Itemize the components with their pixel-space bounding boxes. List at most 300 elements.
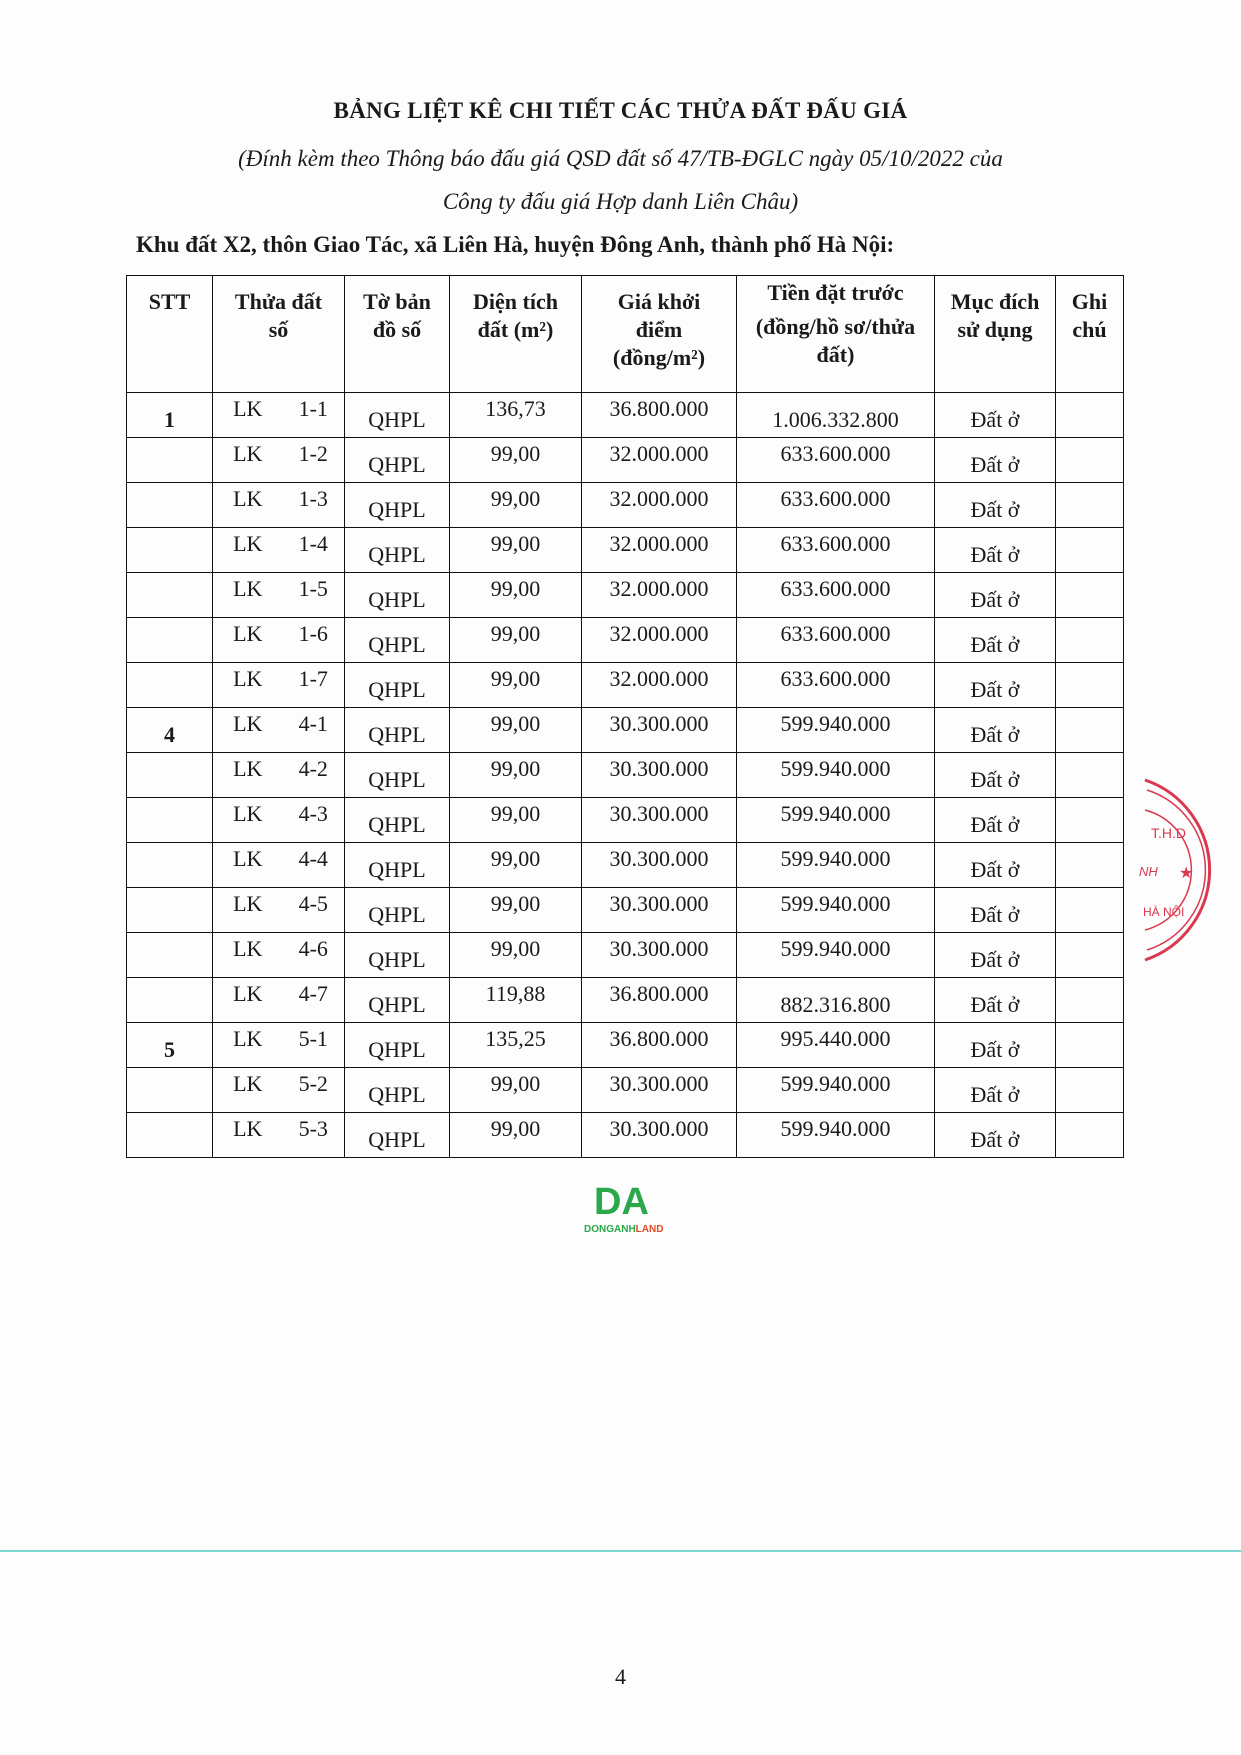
header-deposit-line2: (đồng/hồ sơ/thửa đất) [755,314,916,367]
cell-block [213,753,283,798]
cell-area [450,978,582,1023]
cell-stt [127,1113,213,1158]
cell-map-sheet [345,528,450,573]
header-deposit [737,276,935,393]
cell-stt [127,393,213,438]
cell-stt [127,1023,213,1068]
cell-purpose [935,933,1056,978]
cell-purpose [935,1068,1056,1113]
cell-deposit [737,618,935,663]
cell-lot [283,798,345,843]
cell-lot-text: 5-1 [298,1026,328,1051]
document-title: BẢNG LIỆT KÊ CHI TIẾT CÁC THỬA ĐẤT ĐẤU GIÁ [333,98,908,123]
cell-block-text: LK [233,936,263,961]
cell-start-price [582,1113,737,1158]
cell-block-text: LK [233,1116,263,1141]
table-row [127,933,1124,978]
cell-block [213,798,283,843]
cell-map-sheet [345,618,450,663]
cell-map-sheet-text: QHPL [368,947,426,972]
cell-area-text: 99,00 [490,441,541,466]
cell-note [1056,708,1124,753]
table-row [127,663,1124,708]
cell-area-text: 99,00 [490,936,541,961]
cell-lot-text: 1-4 [298,531,328,556]
cell-start-price-text: 32.000.000 [609,621,709,646]
cell-purpose-text: Đất ở [970,632,1020,657]
cell-area [450,618,582,663]
cell-block [213,618,283,663]
cell-lot [283,483,345,528]
table-row [127,708,1124,753]
cell-deposit [737,798,935,843]
cell-purpose [935,528,1056,573]
cell-lot [283,1068,345,1113]
cell-area-text: 99,00 [490,1116,541,1141]
cell-lot-text: 4-1 [298,711,328,736]
table-row [127,528,1124,573]
cell-stt [127,528,213,573]
table-row [127,888,1124,933]
cell-start-price-text: 32.000.000 [609,576,709,601]
cell-purpose-text: Đất ở [970,1127,1020,1152]
cell-lot-text: 4-4 [298,846,328,871]
cell-start-price-text: 32.000.000 [609,666,709,691]
cell-purpose [935,573,1056,618]
cell-stt [127,618,213,663]
cell-block [213,933,283,978]
cell-area-text: 99,00 [490,756,541,781]
cell-note [1056,618,1124,663]
cell-area [450,753,582,798]
cell-map-sheet [345,1023,450,1068]
table-row [127,978,1124,1023]
cell-lot-text: 4-3 [298,801,328,826]
cell-block [213,978,283,1023]
cell-area-text: 99,00 [490,891,541,916]
cell-lot-text: 1-7 [298,666,328,691]
cell-map-sheet [345,753,450,798]
cell-lot-text: 1-2 [298,441,328,466]
cell-area-text: 99,00 [490,621,541,646]
header-start-price: Giá khởi điểm (đồng/m²) [582,276,737,393]
cell-note [1056,528,1124,573]
svg-text:HÀ NỘI: HÀ NỘI [1143,905,1185,919]
cell-stt [127,663,213,708]
cell-area-text: 99,00 [490,666,541,691]
cell-start-price-text: 36.800.000 [609,1026,709,1051]
cell-deposit-text: 599.940.000 [780,1071,891,1096]
cell-start-price [582,753,737,798]
cell-area-text: 135,25 [485,1026,546,1051]
cell-area-text: 119,88 [485,981,546,1006]
header-note: Ghi chú [1056,276,1124,393]
cell-start-price [582,978,737,1023]
table-row [127,393,1124,438]
cell-start-price [582,1068,737,1113]
land-lot-table [126,275,1124,1158]
table-header-row [127,276,1124,393]
cell-deposit-text: 599.940.000 [780,891,891,916]
cell-purpose-text: Đất ở [970,497,1020,522]
cell-note [1056,888,1124,933]
cell-start-price [582,933,737,978]
cell-lot-text: 4-2 [298,756,328,781]
cell-area [450,888,582,933]
cell-note [1056,1113,1124,1158]
cell-deposit-text: 633.600.000 [780,576,891,601]
cell-lot-text: 1-3 [298,486,328,511]
scan-edge-line [0,1550,1241,1552]
cell-area [450,528,582,573]
cell-start-price-text: 32.000.000 [609,441,709,466]
cell-deposit [737,393,935,438]
cell-start-price-text: 30.300.000 [609,756,709,781]
cell-lot [283,663,345,708]
cell-area-text: 99,00 [490,486,541,511]
cell-purpose-text: Đất ở [970,542,1020,567]
header-deposit-line1: Tiền đặt trước [767,280,904,305]
cell-stt [127,483,213,528]
cell-map-sheet-text: QHPL [368,767,426,792]
cell-map-sheet-text: QHPL [368,1127,426,1152]
table-row [127,573,1124,618]
cell-purpose [935,753,1056,798]
cell-block [213,438,283,483]
cell-note [1056,753,1124,798]
cell-block-text: LK [233,846,263,871]
cell-stt-text: 5 [164,1037,175,1062]
cell-stt [127,843,213,888]
cell-deposit-text: 633.600.000 [780,441,891,466]
cell-lot [283,573,345,618]
header-stt: STT [127,276,213,393]
cell-purpose-text: Đất ở [970,452,1020,477]
cell-map-sheet-text: QHPL [368,497,426,522]
cell-deposit-text: 599.940.000 [780,936,891,961]
cell-deposit [737,978,935,1023]
cell-start-price [582,618,737,663]
cell-purpose-text: Đất ở [970,1037,1020,1062]
cell-note [1056,663,1124,708]
cell-note [1056,1068,1124,1113]
cell-area [450,1068,582,1113]
cell-note [1056,978,1124,1023]
cell-deposit-text: 633.600.000 [780,621,891,646]
cell-map-sheet-text: QHPL [368,542,426,567]
cell-block-text: LK [233,711,263,736]
cell-note [1056,393,1124,438]
cell-deposit-text: 599.940.000 [780,1116,891,1141]
cell-purpose-text: Đất ở [970,722,1020,747]
cell-lot [283,933,345,978]
cell-lot [283,618,345,663]
cell-area [450,843,582,888]
svg-text:T.H.D: T.H.D [1151,825,1186,841]
cell-map-sheet [345,933,450,978]
cell-stt [127,1068,213,1113]
cell-map-sheet-text: QHPL [368,812,426,837]
page-number: 4 [615,1664,626,1689]
cell-purpose-text: Đất ở [970,857,1020,882]
cell-start-price-text: 30.300.000 [609,1116,709,1141]
cell-lot-text: 4-5 [298,891,328,916]
cell-deposit [737,1068,935,1113]
cell-deposit-text: 599.940.000 [780,801,891,826]
table-row [127,843,1124,888]
table-row [127,618,1124,663]
cell-purpose [935,1023,1056,1068]
cell-stt [127,708,213,753]
cell-lot [283,978,345,1023]
cell-area [450,708,582,753]
cell-start-price [582,573,737,618]
cell-start-price-text: 30.300.000 [609,846,709,871]
cell-start-price [582,528,737,573]
cell-start-price-text: 30.300.000 [609,1071,709,1096]
table-row [127,1023,1124,1068]
cell-lot-text: 1-5 [298,576,328,601]
cell-deposit-text: 633.600.000 [780,666,891,691]
cell-area [450,1023,582,1068]
cell-deposit-text: 599.940.000 [780,846,891,871]
cell-lot [283,708,345,753]
svg-text:DONGANHLAND: DONGANHLAND [584,1224,664,1235]
cell-stt [127,978,213,1023]
cell-lot [283,1113,345,1158]
cell-area-text: 99,00 [490,1071,541,1096]
cell-area-text: 136,73 [485,396,546,421]
cell-purpose-text: Đất ở [970,407,1020,432]
cell-lot [283,888,345,933]
cell-lot [283,393,345,438]
cell-block-text: LK [233,1071,263,1096]
cell-area-text: 99,00 [490,531,541,556]
cell-lot-text: 1-6 [298,621,328,646]
cell-map-sheet-text: QHPL [368,587,426,612]
cell-deposit [737,933,935,978]
cell-purpose [935,888,1056,933]
cell-area [450,438,582,483]
cell-lot-text: 4-6 [298,936,328,961]
cell-stt [127,888,213,933]
cell-map-sheet-text: QHPL [368,452,426,477]
cell-map-sheet [345,1113,450,1158]
header-area: Diện tích đất (m²) [450,276,582,393]
cell-purpose [935,843,1056,888]
cell-start-price-text: 30.300.000 [609,891,709,916]
cell-deposit [737,663,935,708]
cell-start-price-text: 30.300.000 [609,711,709,736]
cell-stt [127,753,213,798]
cell-purpose [935,663,1056,708]
cell-deposit [737,573,935,618]
cell-block [213,393,283,438]
cell-block-text: LK [233,981,263,1006]
cell-start-price [582,888,737,933]
cell-block-text: LK [233,1026,263,1051]
cell-start-price [582,708,737,753]
cell-deposit-text: 599.940.000 [780,756,891,781]
cell-lot-text: 5-3 [298,1116,328,1141]
cell-deposit-text: 599.940.000 [780,711,891,736]
table-row [127,753,1124,798]
table-row [127,1113,1124,1158]
cell-block-text: LK [233,621,263,646]
cell-stt [127,438,213,483]
location-heading: Khu đất X2, thôn Giao Tác, xã Liên Hà, huyện Đông Anh, thành phố Hà Nội: [136,232,895,257]
cell-area-text: 99,00 [490,576,541,601]
cell-map-sheet [345,663,450,708]
cell-deposit [737,753,935,798]
cell-note [1056,843,1124,888]
cell-deposit [737,1113,935,1158]
cell-deposit-text: 995.440.000 [780,1026,891,1051]
table-row [127,438,1124,483]
cell-map-sheet-text: QHPL [368,722,426,747]
cell-start-price-text: 36.800.000 [609,396,709,421]
cell-block-text: LK [233,801,263,826]
cell-area [450,663,582,708]
cell-area-text: 99,00 [490,711,541,736]
cell-block [213,528,283,573]
cell-map-sheet [345,438,450,483]
cell-block-text: LK [233,396,263,421]
cell-map-sheet-text: QHPL [368,632,426,657]
cell-map-sheet [345,978,450,1023]
cell-start-price-text: 36.800.000 [609,981,709,1006]
cell-purpose [935,978,1056,1023]
cell-map-sheet-text: QHPL [368,857,426,882]
cell-lot [283,1023,345,1068]
cell-map-sheet-text: QHPL [368,992,426,1017]
cell-start-price [582,1023,737,1068]
cell-block-text: LK [233,666,263,691]
company-seal [1125,770,1241,975]
cell-map-sheet-text: QHPL [368,1037,426,1062]
cell-start-price [582,798,737,843]
cell-lot-text: 4-7 [298,981,328,1006]
cell-lot [283,438,345,483]
cell-area [450,573,582,618]
cell-block [213,1068,283,1113]
watermark-logo [584,1180,674,1241]
cell-start-price [582,663,737,708]
cell-start-price-text: 32.000.000 [609,531,709,556]
cell-map-sheet [345,1068,450,1113]
cell-map-sheet-text: QHPL [368,1082,426,1107]
cell-purpose-text: Đất ở [970,677,1020,702]
cell-stt [127,933,213,978]
cell-lot [283,753,345,798]
cell-area-text: 99,00 [490,846,541,871]
header-lot: Thửa đất số [213,276,345,393]
header-map-sheet: Tờ bản đồ số [345,276,450,393]
cell-purpose [935,708,1056,753]
cell-block [213,708,283,753]
cell-lot [283,843,345,888]
cell-map-sheet-text: QHPL [368,407,426,432]
cell-start-price [582,483,737,528]
cell-start-price [582,843,737,888]
cell-purpose-text: Đất ở [970,767,1020,792]
cell-deposit [737,888,935,933]
cell-deposit-text: 633.600.000 [780,531,891,556]
cell-purpose [935,618,1056,663]
cell-area [450,1113,582,1158]
cell-deposit [737,528,935,573]
cell-stt [127,798,213,843]
cell-block [213,663,283,708]
cell-block [213,1113,283,1158]
cell-start-price [582,438,737,483]
cell-area [450,798,582,843]
cell-note [1056,438,1124,483]
cell-deposit-text: 633.600.000 [780,486,891,511]
cell-stt [127,573,213,618]
cell-map-sheet [345,393,450,438]
table-row [127,1068,1124,1113]
cell-block-text: LK [233,531,263,556]
cell-note [1056,483,1124,528]
cell-note [1056,933,1124,978]
cell-map-sheet [345,573,450,618]
cell-block-text: LK [233,576,263,601]
svg-text:NH: NH [1139,864,1158,879]
svg-text:DA: DA [594,1181,649,1223]
cell-block [213,573,283,618]
cell-purpose-text: Đất ở [970,947,1020,972]
cell-purpose [935,798,1056,843]
cell-block [213,483,283,528]
cell-block [213,843,283,888]
cell-block-text: LK [233,756,263,781]
cell-block [213,888,283,933]
cell-deposit-text: 882.316.800 [780,992,891,1017]
cell-purpose-text: Đất ở [970,902,1020,927]
cell-deposit [737,843,935,888]
cell-area [450,933,582,978]
cell-block-text: LK [233,441,263,466]
cell-purpose-text: Đất ở [970,1082,1020,1107]
table-row [127,798,1124,843]
cell-block-text: LK [233,486,263,511]
cell-map-sheet-text: QHPL [368,677,426,702]
cell-map-sheet [345,888,450,933]
cell-area [450,483,582,528]
cell-start-price-text: 32.000.000 [609,486,709,511]
subtitle-line-1: (Đính kèm theo Thông báo đấu giá QSD đất số 47/TB-ĐGLC ngày 05/10/2022 của [238,146,1003,171]
cell-deposit [737,483,935,528]
cell-deposit [737,708,935,753]
cell-lot [283,528,345,573]
cell-map-sheet [345,843,450,888]
cell-purpose-text: Đất ở [970,587,1020,612]
cell-map-sheet-text: QHPL [368,902,426,927]
cell-block [213,1023,283,1068]
cell-map-sheet [345,798,450,843]
cell-note [1056,798,1124,843]
subtitle-line-2: Công ty đấu giá Hợp danh Liên Châu) [442,189,799,214]
cell-deposit [737,438,935,483]
cell-note [1056,1023,1124,1068]
watermark-logo-icon [584,1180,674,1236]
cell-area [450,393,582,438]
cell-block-text: LK [233,891,263,916]
cell-start-price-text: 30.300.000 [609,801,709,826]
cell-purpose [935,1113,1056,1158]
cell-note [1056,573,1124,618]
